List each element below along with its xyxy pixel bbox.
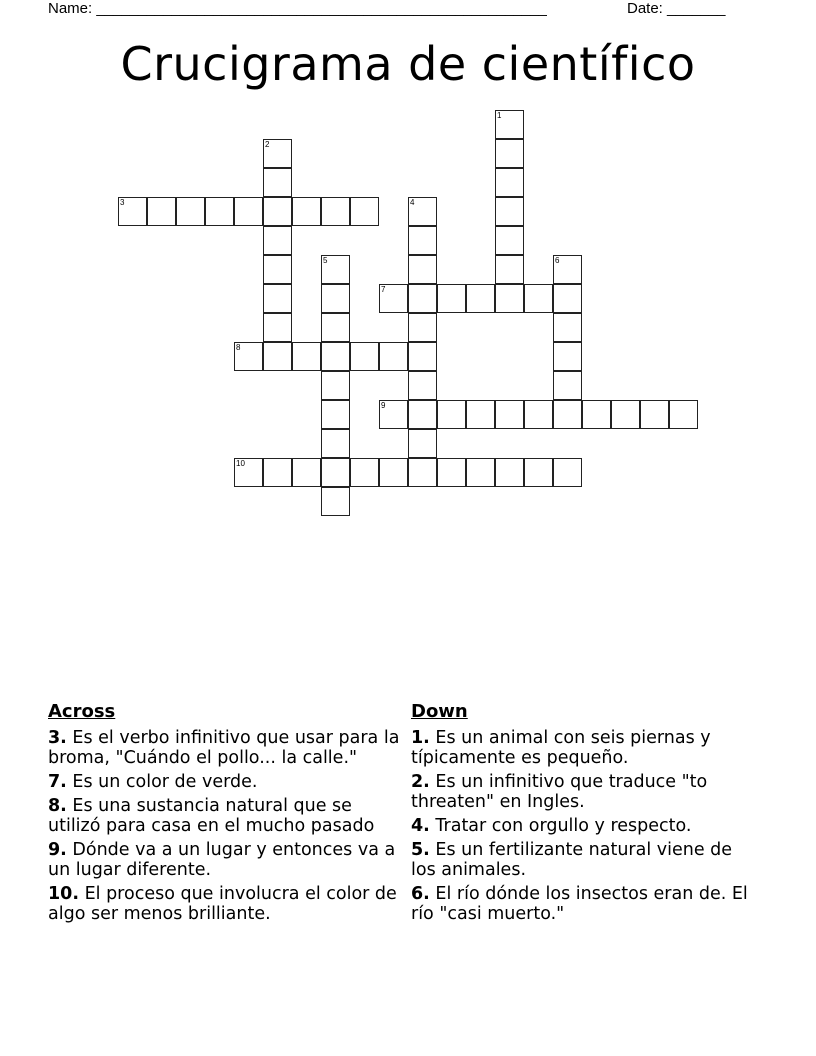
grid-cell[interactable] — [466, 400, 495, 429]
grid-cell[interactable] — [495, 400, 524, 429]
grid-cell[interactable] — [495, 226, 524, 255]
clue-number: 7 — [381, 285, 386, 294]
clue-item-text: Dónde va a un lugar y entonces va a un lugar diferente. — [48, 840, 396, 880]
grid-cell[interactable] — [524, 284, 553, 313]
grid-cell[interactable] — [495, 458, 524, 487]
grid-cell[interactable] — [495, 168, 524, 197]
grid-cell[interactable] — [263, 226, 292, 255]
grid-cell[interactable] — [321, 429, 350, 458]
grid-cell[interactable] — [205, 197, 234, 226]
grid-cell[interactable] — [350, 197, 379, 226]
grid-cell[interactable] — [234, 458, 263, 487]
grid-cell[interactable] — [350, 342, 379, 371]
grid-cell[interactable] — [408, 371, 437, 400]
grid-cell[interactable] — [582, 400, 611, 429]
grid-cell[interactable] — [379, 342, 408, 371]
grid-cell[interactable] — [263, 313, 292, 342]
grid-cell[interactable] — [408, 458, 437, 487]
date-field-label[interactable]: Date: _______ — [627, 0, 726, 17]
across-clue-list — [48, 728, 400, 924]
grid-cell[interactable] — [263, 342, 292, 371]
across-heading: Across — [48, 701, 116, 722]
clue-number: 10 — [236, 459, 245, 468]
grid-cell[interactable] — [292, 458, 321, 487]
clue-item-number: 10. — [48, 884, 80, 904]
grid-cell[interactable] — [437, 284, 466, 313]
clue-item-number: 7. — [48, 772, 67, 792]
grid-cell[interactable] — [263, 139, 292, 168]
grid-cell[interactable] — [321, 313, 350, 342]
clue-item-number: 2. — [411, 772, 430, 792]
clue-item-number: 9. — [48, 840, 67, 860]
grid-cell[interactable] — [553, 458, 582, 487]
grid-cell[interactable] — [495, 255, 524, 284]
clue-number: 9 — [381, 401, 386, 410]
clue-number: 6 — [555, 256, 560, 265]
grid-cell[interactable] — [408, 197, 437, 226]
grid-cell[interactable] — [321, 371, 350, 400]
grid-cell[interactable] — [669, 400, 698, 429]
grid-cell[interactable] — [495, 110, 524, 139]
clue-item — [48, 796, 400, 836]
clue-item — [411, 728, 751, 768]
grid-cell[interactable] — [263, 255, 292, 284]
clue-item-text: Es el verbo infinitivo que usar para la broma, "Cuándo el pollo... la calle." — [48, 728, 400, 768]
clue-item — [48, 884, 400, 924]
clue-number: 3 — [120, 198, 125, 207]
grid-cell[interactable] — [524, 400, 553, 429]
grid-cell[interactable] — [408, 400, 437, 429]
grid-cell[interactable] — [379, 458, 408, 487]
grid-cell[interactable] — [321, 458, 350, 487]
clue-item-text: El río dónde los insectos eran de. El río "casi muerto." — [411, 884, 748, 924]
grid-cell[interactable] — [263, 458, 292, 487]
grid-cell[interactable] — [263, 197, 292, 226]
grid-cell[interactable] — [408, 255, 437, 284]
clue-item-number: 3. — [48, 728, 67, 748]
grid-cell[interactable] — [292, 197, 321, 226]
grid-cell[interactable] — [495, 139, 524, 168]
grid-cell[interactable] — [176, 197, 205, 226]
grid-cell[interactable] — [611, 400, 640, 429]
clue-item-text: Tratar con orgullo y respecto. — [435, 816, 692, 836]
clue-item-number: 8. — [48, 796, 67, 816]
page-title: Crucigrama de científico — [120, 37, 696, 91]
clue-item — [48, 728, 400, 768]
across-clues — [48, 702, 400, 928]
grid-cell[interactable] — [234, 342, 263, 371]
clue-item — [411, 816, 751, 836]
grid-cell[interactable] — [553, 284, 582, 313]
down-clue-list — [411, 728, 751, 924]
clue-item — [48, 840, 400, 880]
clue-item — [411, 772, 751, 812]
clue-item-number: 6. — [411, 884, 430, 904]
grid-cell[interactable] — [408, 342, 437, 371]
clue-item-text: Es una sustancia natural que se utilizó para casa en el mucho pasado — [48, 796, 375, 836]
grid-cell[interactable] — [147, 197, 176, 226]
grid-cell[interactable] — [118, 197, 147, 226]
grid-cell[interactable] — [263, 284, 292, 313]
grid-cell[interactable] — [408, 313, 437, 342]
grid-cell[interactable] — [379, 400, 408, 429]
grid-cell[interactable] — [408, 284, 437, 313]
grid-cell[interactable] — [321, 284, 350, 313]
clue-item-text: Es un animal con seis piernas y típicamente es pequeño. — [411, 728, 711, 768]
grid-cell[interactable] — [553, 400, 582, 429]
grid-cell[interactable] — [263, 168, 292, 197]
clue-number: 5 — [323, 256, 328, 265]
clue-number: 4 — [410, 198, 415, 207]
grid-cell[interactable] — [321, 197, 350, 226]
grid-cell[interactable] — [321, 400, 350, 429]
grid-cell[interactable] — [466, 458, 495, 487]
grid-cell[interactable] — [321, 342, 350, 371]
grid-cell[interactable] — [524, 458, 553, 487]
clue-item-number: 5. — [411, 840, 430, 860]
clue-item-text: Es un fertilizante natural viene de los animales. — [411, 840, 733, 880]
grid-cell[interactable] — [234, 197, 263, 226]
grid-cell[interactable] — [350, 458, 379, 487]
clue-number: 1 — [497, 111, 502, 120]
grid-cell[interactable] — [437, 400, 466, 429]
grid-cell[interactable] — [553, 342, 582, 371]
grid-cell[interactable] — [321, 255, 350, 284]
name-field-label[interactable]: Name: ______________________________________________________ — [48, 0, 547, 17]
grid-cell[interactable] — [321, 487, 350, 516]
clue-item-number: 1. — [411, 728, 430, 748]
grid-cell[interactable] — [553, 371, 582, 400]
clue-item — [411, 840, 751, 880]
clue-item-text: El proceso que involucra el color de algo ser menos brilliante. — [48, 884, 397, 924]
clue-item — [48, 772, 400, 792]
grid-cell[interactable] — [379, 284, 408, 313]
clue-number: 2 — [265, 140, 270, 149]
clue-item-number: 4. — [411, 816, 430, 836]
grid-cell[interactable] — [408, 226, 437, 255]
grid-cell[interactable] — [553, 255, 582, 284]
clue-number: 8 — [236, 343, 241, 352]
grid-cell[interactable] — [292, 342, 321, 371]
grid-cell[interactable] — [495, 197, 524, 226]
down-clues — [411, 702, 751, 928]
grid-cell[interactable] — [495, 284, 524, 313]
grid-cell[interactable] — [553, 313, 582, 342]
grid-cell[interactable] — [640, 400, 669, 429]
grid-cell[interactable] — [408, 429, 437, 458]
grid-cell[interactable] — [466, 284, 495, 313]
clue-item — [411, 884, 751, 924]
clue-item-text: Es un infinitivo que traduce "to threaten" en Ingles. — [411, 772, 708, 812]
down-heading: Down — [411, 701, 468, 722]
clue-item-text: Es un color de verde. — [72, 772, 258, 792]
grid-cell[interactable] — [437, 458, 466, 487]
